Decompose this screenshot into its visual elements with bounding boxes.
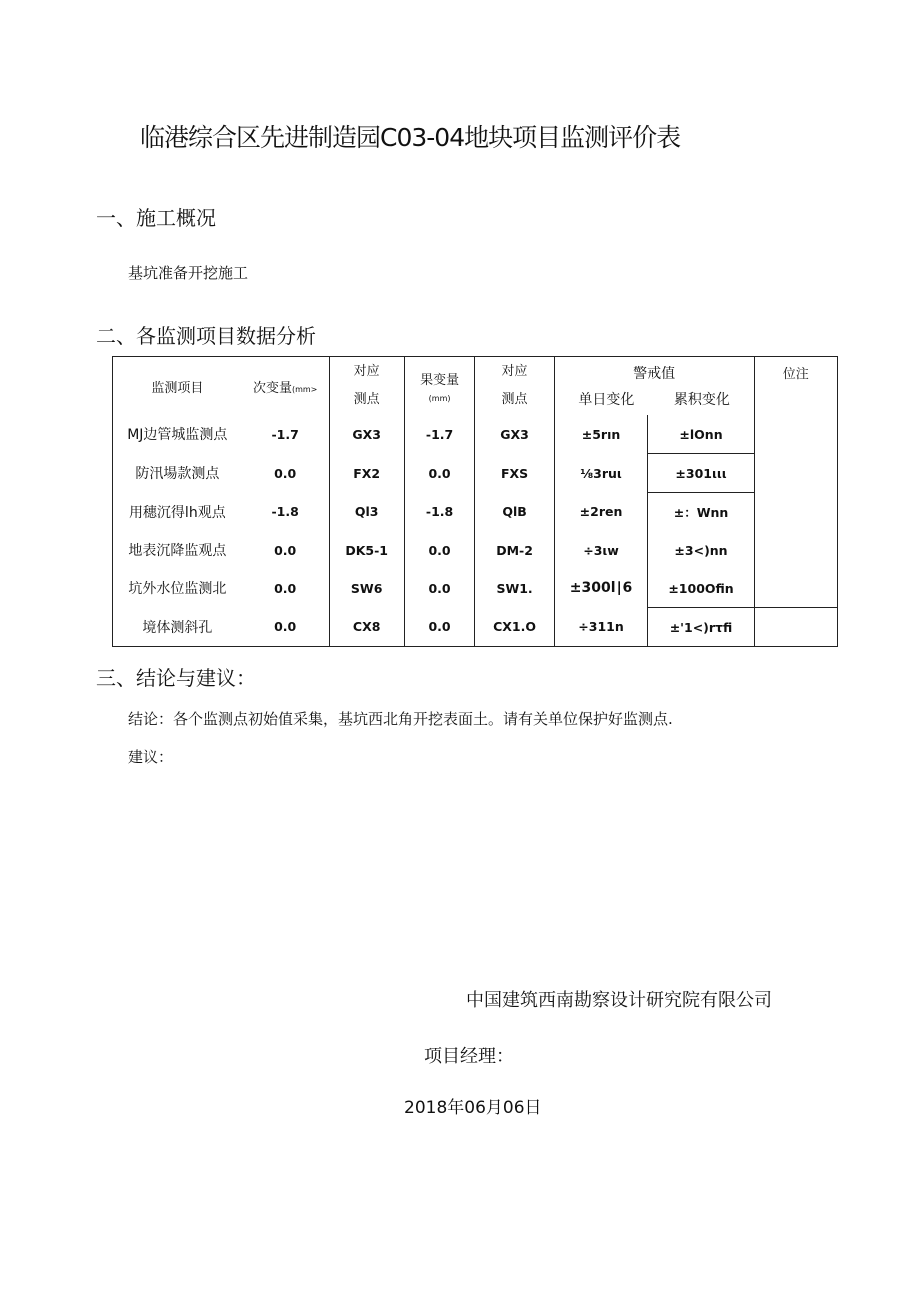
row-daily: ±2ren (554, 493, 648, 532)
row-accum: ±'1<)rτfi (648, 608, 754, 647)
header-warning: 警戒值 单日变化 累积变化 (554, 357, 754, 416)
header-accum: 累积变化 (673, 392, 730, 408)
row-point1: SW6 (329, 569, 404, 608)
section2-heading: 二、各监测项目数据分析 (96, 324, 316, 348)
table-row (113, 493, 838, 532)
row-cumulative: -1.8 (404, 493, 475, 532)
row-note (754, 569, 837, 608)
row-item: 境体测斜孔 (113, 608, 242, 647)
row-daily: ⅛3ruι (554, 454, 648, 493)
row-point2: QlB (475, 493, 554, 532)
row-note (754, 415, 837, 454)
row-point1: DK5-1 (329, 531, 404, 569)
header-point1: 对应 测点 (329, 357, 404, 416)
row-accum: ±100Ofin (648, 569, 754, 608)
row-accum: ±3<)nn (648, 531, 754, 569)
row-item: 防汛場款测点 (113, 454, 242, 493)
row-daily: ±300l∣6 (554, 569, 648, 608)
row-point2: GX3 (475, 415, 554, 454)
company-name: 中国建筑西南勘察设计研究院有限公司 (466, 990, 772, 1011)
header-note: 位注 (754, 357, 837, 416)
row-point2: FXS (475, 454, 554, 493)
row-change: -1.7 (242, 415, 330, 454)
table-row (113, 531, 838, 569)
row-cumulative: 0.0 (404, 531, 475, 569)
row-change: -1.8 (242, 493, 330, 532)
table-header-row (113, 357, 838, 416)
conclusion-text: 结论：各个监测点初始值采集，基坑西北角开挖表面土。请有关单位保护好监测点. (128, 710, 673, 728)
header-daily: 单日变化 (578, 392, 635, 408)
header-point2: 对应 测点 (475, 357, 554, 416)
table-row (113, 608, 838, 647)
row-point1: Ql3 (329, 493, 404, 532)
row-accum: ±：Wnn (648, 493, 754, 532)
row-point1: CX8 (329, 608, 404, 647)
construction-overview-text: 基坑准备开挖施工 (128, 264, 249, 282)
page-title: 临港综合区先进制造园C03-04地块项目监测评价表 (140, 123, 681, 152)
row-cumulative: 0.0 (404, 608, 475, 647)
row-note (754, 454, 837, 493)
section3-heading: 三、结论与建议： (96, 666, 256, 690)
row-point1: GX3 (329, 415, 404, 454)
report-date: 2018年06月06日 (404, 1098, 542, 1118)
row-daily: ÷311n (554, 608, 648, 647)
row-point2: CX1.O (475, 608, 554, 647)
row-change: 0.0 (242, 569, 330, 608)
table-row (113, 415, 838, 454)
suggestion-text: 建议： (128, 748, 174, 766)
row-daily: ±5rın (554, 415, 648, 454)
row-change: 0.0 (242, 454, 330, 493)
header-item: 监测项目 (113, 357, 242, 416)
row-item: 用穗沉得lh观点 (113, 493, 242, 532)
header-cumulative: 果变量 (mm) (404, 357, 475, 416)
row-change: 0.0 (242, 531, 330, 569)
row-point1: FX2 (329, 454, 404, 493)
row-change: 0.0 (242, 608, 330, 647)
row-note (754, 493, 837, 532)
header-change: 次变量(mm> (242, 357, 330, 416)
row-cumulative: -1.7 (404, 415, 475, 454)
row-item: 地表沉降监观点 (113, 531, 242, 569)
row-daily: ÷3ιw (554, 531, 648, 569)
row-note (754, 531, 837, 569)
row-item: MJ边管城监测点 (113, 415, 242, 454)
row-cumulative: 0.0 (404, 569, 475, 608)
row-item: 坑外水位监测北 (113, 569, 242, 608)
project-manager-label: 项目经理： (424, 1046, 514, 1067)
row-accum: ±lOnn (648, 415, 754, 454)
row-point2: SW1. (475, 569, 554, 608)
row-cumulative: 0.0 (404, 454, 475, 493)
table-row (113, 454, 838, 493)
row-point2: DM-2 (475, 531, 554, 569)
table-row (113, 569, 838, 608)
row-note (754, 608, 837, 647)
row-accum: ±301ιιι (648, 454, 754, 493)
monitoring-table (112, 356, 838, 647)
section1-heading: 一、施工概况 (96, 206, 216, 230)
